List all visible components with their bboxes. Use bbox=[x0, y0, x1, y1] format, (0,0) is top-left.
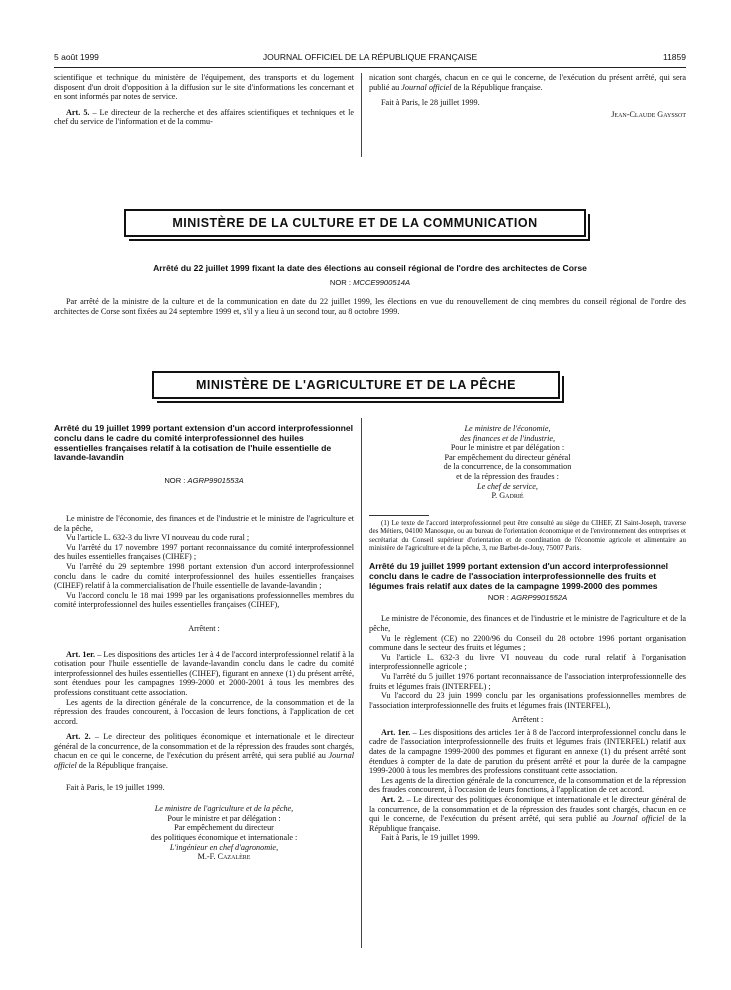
agri-right-p2: Vu le règlement (CE) no 2200/96 du Conseil du 28 octobre 1996 portant organisation commune dans le secteur des fruits et légumes ; bbox=[369, 633, 686, 653]
culture-nor: NOR : MCCE9900514A bbox=[329, 278, 411, 287]
agri-left-p4: Vu l'arrêté du 29 septembre 1998 portant extension d'un accord interprofessionnel conclu dans le cadre du comité interprofessionnel des huiles essentielles françaises (CIHEF) relatif à la commercialisation de l'huile essentielle de lavande-lavandin ; bbox=[54, 561, 354, 591]
ministry-culture-heading: MINISTÈRE DE LA CULTURE ET DE LA COMMUNICATION bbox=[172, 216, 538, 230]
agri-left-fait: Fait à Paris, le 19 juillet 1999. bbox=[66, 782, 165, 792]
agri-left-article2: Art. 2. – Le directeur des politiques économique et internationale et le directeur général de la concurrence, de la consommation et de la répression des fraudes sont chargés, chacun en ce qui le concerne, de l'exécution du présent arrêté, qui sera publié au Journal officiel de la République française. bbox=[54, 732, 354, 771]
agri-right-footnote: (1) Le texte de l'accord interprofessionnel peut être consulté au siège du CIHEF, ZI Saint-Joseph, traverse des Métiers, 04100 Manosque, ou au bureau de l'orientation économique et de l'environnement des entreprises et secrétariat du Conseil supérieur d'orientation et de coordination de l'économie agricole et alimentaire au ministère de l'agriculture et de la pêche, 3, rue Barbet-de-Jouy, 75007 Paris. bbox=[369, 518, 686, 552]
agri-right-article2: Art. 2. – Le directeur des politiques économique et internationale et le directeur général de la concurrence, de la consommation et de la répression des fraudes sont chargés, chacun en ce qui le concerne, de l'exécution du présent arrêté, qui sera publié au Journal officiel de la République française. bbox=[369, 795, 686, 833]
ministry-culture-box bbox=[124, 209, 586, 237]
agri-right-p3: Vu l'article L. 632-3 du livre VI nouveau du code rural relatif à l'organisation interprofessionnelle agricole ; bbox=[369, 652, 686, 672]
header-page-number: 11859 bbox=[662, 52, 686, 62]
agri-right-nor: NOR : AGRP9901552A bbox=[487, 592, 568, 602]
running-header bbox=[54, 52, 686, 66]
top-left-article5: Art. 5. – Le directeur de la recherche et des affaires scientifiques et techniques et le chef du service de l'information et de la commu- bbox=[54, 107, 355, 127]
agri-left-article1: Art. 1er. – Les dispositions des articles 1er à 4 de l'accord interprofessionnel relatif à la cotisation pour l'huile essentielle de lavande-lavandin conclu dans le cadre du comité interprofessionnel des huiles essentielles (CIHEF), figurant en annexe (1) du présent arrêté, sont étendues pour les campagnes 1999-2000 et 2000-2001 à tous les membres des professions constituant cette association. bbox=[54, 649, 354, 697]
top-right-column bbox=[369, 73, 686, 119]
agri-left-p3: Vu l'arrêté du 17 novembre 1997 portant reconnaissance du comité interprofessionnel des huiles essentielles françaises (CIHEF) ; bbox=[54, 542, 354, 562]
agri-right-arrete-title: Arrêté du 19 juillet 1999 portant extension d'un accord interprofessionnel conclu dans le cadre de l'association interprofessionnelle des fruits et légumes frais relatif aux dates de la campagne 1999-2000 des pommes bbox=[369, 561, 669, 591]
ministry-agriculture-box bbox=[152, 371, 560, 399]
agri-right-fait: Fait à Paris, le 19 juillet 1999. bbox=[381, 833, 480, 843]
footnote-rule bbox=[369, 515, 429, 516]
agri-column-divider bbox=[361, 418, 362, 948]
agri-right-p6: Les agents de la direction générale de la concurrence, de la consommation et de la répression des fraudes concourent, à l'occasion de leurs fonctions, à l'application de cet accord. bbox=[369, 775, 686, 795]
agri-left-signature-block: Le ministre de l'agriculture et de la pêche, Pour le ministre et par délégation : Par empêchement du directeur des politiques économique et internationale : L'ingénieur en chef d'agronomie, M.-F. Cazalère bbox=[150, 804, 298, 862]
top-right-fait: Fait à Paris, le 28 juillet 1999. bbox=[381, 98, 480, 108]
header-rule bbox=[54, 67, 686, 68]
agri-right-arretent: Arrêtent : bbox=[511, 715, 544, 725]
agri-right-p1: Le ministre de l'économie, des finances et de l'industrie et le ministre de l'agriculture et de la pêche, bbox=[369, 614, 686, 633]
agri-left-body bbox=[54, 514, 354, 862]
culture-body bbox=[54, 297, 686, 316]
top-right-paragraph: nication sont chargés, chacun en ce qui le concerne, de l'exécution du présent arrêté, qui sera publié au Journal officiel de la République française. bbox=[369, 73, 686, 92]
agri-right-p5: Vu l'accord du 23 juin 1999 conclu par les organisations professionnelles membres de l'association interprofessionnelle des fruits et légumes frais (INTERFEL), bbox=[369, 691, 686, 710]
agri-right-signature-block: Le ministre de l'économie, des finances et de l'industrie, Pour le ministre et par délégation : Par empêchement du directeur général de la concurrence, de la consommation et de la répression des fraudes : Le chef de service, P. Gadrié bbox=[443, 424, 572, 501]
agri-right-p4: Vu l'arrêté du 5 juillet 1976 portant reconnaissance de l'association interprofessionnelle des fruits et légumes frais (INTERFEL) ; bbox=[369, 671, 686, 691]
culture-body-paragraph: Par arrêté de la ministre de la culture et de la communication en date du 22 juillet 1999, les élections en vue du renouvellement de cinq membres du conseil régional de l'ordre des architectes de Corse sont fixées au 24 septembre 1999 et, s'il y a lieu à un second tour, au 8 octobre 1999. bbox=[54, 297, 686, 316]
top-left-paragraph: scientifique et technique du ministère de l'équipement, des transports et du logement disposent d'un droit d'opposition à la diffusion sur le site d'informations les concernant et en sont informés par notes de service. bbox=[54, 73, 354, 102]
agri-right-article1: Art. 1er. – Les dispositions des articles 1er à 8 de l'accord interprofessionnel conclu dans le cadre de l'association interprofessionnelle des fruits et légumes frais (INTERFEL) relatif aux dates de la campagne 1999-2000 des pommes et figurant en annexe (1) du présent arrêté sont étendues à compter de la date de parution du présent arrêté et pour la durée de la campagne 1999-2000 à tous les membres des professions constituant cette association. bbox=[369, 727, 686, 776]
agri-right-column bbox=[369, 424, 686, 843]
agri-left-p6: Les agents de la direction générale de la concurrence, de la consommation et de la répression des fraudes concourent, à l'occasion de leurs fonctions, à l'application de cet accord. bbox=[54, 697, 354, 726]
agri-left-p5: Vu l'accord conclu le 18 mai 1999 par les organisations professionnelles membres du comité interprofessionnel des huiles essentielles françaises (CIHEF), bbox=[54, 590, 354, 610]
top-left-column bbox=[54, 73, 354, 127]
top-column-divider bbox=[361, 73, 362, 157]
header-journal-title: JOURNAL OFFICIEL DE LA RÉPUBLIQUE FRANÇAISE bbox=[262, 52, 478, 62]
agri-left-p2: Vu l'article L. 632-3 du livre VI nouveau du code rural ; bbox=[66, 533, 250, 543]
ministry-agriculture-heading: MINISTÈRE DE L'AGRICULTURE ET DE LA PÊCHE bbox=[195, 378, 516, 392]
culture-arrete-title: Arrêté du 22 juillet 1999 fixant la date des élections au conseil régional de l'ordre des architectes de Corse bbox=[153, 263, 587, 273]
agri-left-p1: Le ministre de l'économie, des finances et de l'industrie et le ministre de l'agriculture et de la pêche, bbox=[54, 514, 354, 533]
header-date: 5 août 1999 bbox=[54, 52, 99, 62]
top-right-signature: Jean-Claude Gayssot bbox=[611, 109, 686, 119]
agri-left-nor: NOR : AGRP9901553A bbox=[164, 476, 244, 485]
agri-left-arrete-title: Arrêté du 19 juillet 1999 portant extension d'un accord interprofessionnel conclu dans le cadre du comité interprofessionnel des huiles essentielles françaises relatif à la cotisation de l'huile essentielle de lavande-lavandin bbox=[54, 423, 354, 463]
agri-left-arretent: Arrêtent : bbox=[188, 623, 220, 633]
